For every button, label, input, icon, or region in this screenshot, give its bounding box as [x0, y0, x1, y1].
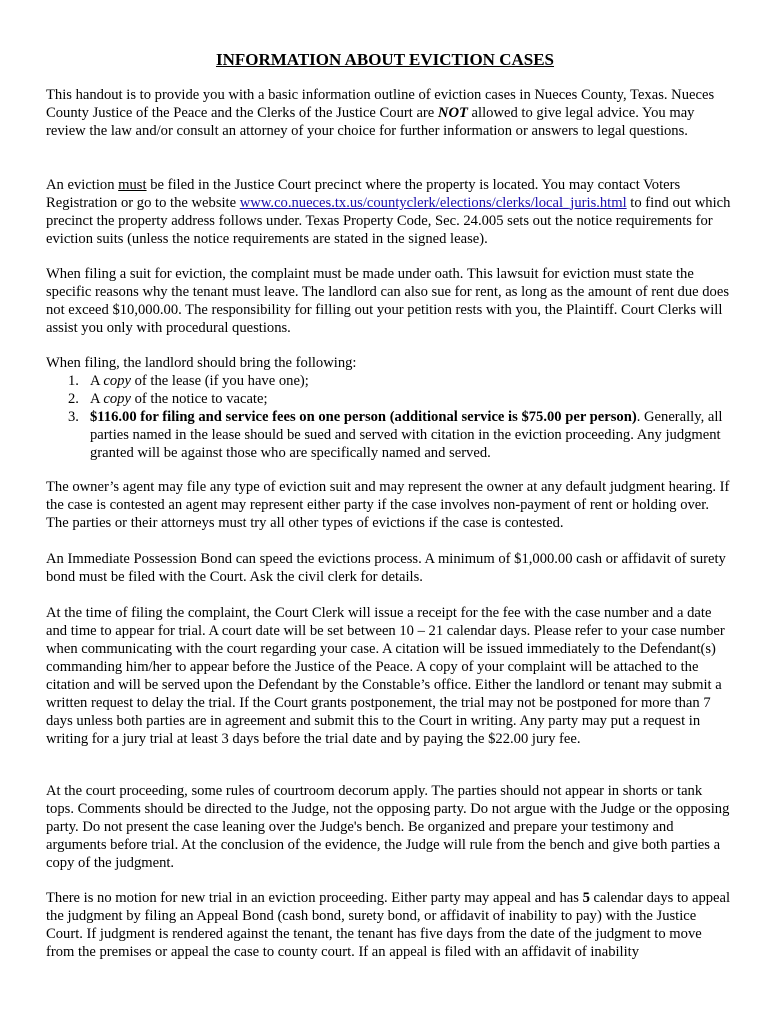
- list-number: 3.: [68, 409, 79, 425]
- agent-paragraph: The owner’s agent may file any type of eviction suit and may represent the owner at any default judgment hearing. If the case is contested an agent may represent either party if the case involves non-payment of rent or holding over. The parties or their attorneys must try all other types of evictions if the case is contested.: [46, 479, 730, 531]
- list-item: [46, 390, 732, 408]
- list-item: [46, 408, 732, 462]
- list-text: of the lease (if you have one);: [130, 373, 309, 389]
- list-text: A: [90, 373, 104, 389]
- intro-text-2: allowed to give legal advice. You may review the law and/or consult an attorney of your choice for further information or answers to legal questions.: [46, 105, 695, 139]
- list-number: 1.: [68, 373, 79, 389]
- filing-paragraph: When filing a suit for eviction, the complaint must be made under oath. This lawsuit for eviction must state the specific reasons why the tenant must leave. The landlord can also sue for rent, as long as the amount of rent due does not exceed $10,000.00. The responsibility for filling out your petition rests with you, the Plaintiff. Court Clerks will assist you only with procedural questions.: [46, 266, 729, 336]
- appeal-days: 5: [582, 890, 590, 906]
- bond-paragraph: An Immediate Possession Bond can speed the evictions process. A minimum of $1,000.00 cash or affidavit of surety bond must be filed with the Court. Ask the civil clerk for details.: [46, 551, 726, 585]
- precinct-paragraph: [46, 176, 732, 248]
- list-text: . Generally, all parties named in the lease should be sued and served with citation in the eviction proceeding. Any judgment granted will be against those who are specifically named and served.: [90, 409, 723, 461]
- not-emphasis: NOT: [437, 105, 468, 121]
- list-number: 2.: [68, 391, 79, 407]
- list-emphasis: copy: [103, 391, 131, 407]
- appeal-text-1: There is no motion for new trial in an eviction proceeding. Either party may appeal and has: [46, 890, 583, 906]
- fees-bold: $116.00 for filing and service fees on one person (additional service is $75.00 per person): [90, 409, 637, 425]
- appeal-paragraph: [46, 889, 732, 961]
- intro-text-1: This handout is to provide you with a basic information outline of eviction cases in Nueces County, Texas. Nueces County Justice of the Peace and the Clerks of the Justice Court are: [46, 87, 715, 121]
- precinct-text-3: to find out which precinct the property address follows under. Texas Property Code, Sec. 24.005 sets out the notice requirements for eviction suits (unless the notice requirements are stated in the signed lease).: [46, 195, 731, 247]
- jurisdiction-link[interactable]: www.co.nueces.tx.us/countyclerk/elections/clerks/local_juris.html: [239, 195, 627, 211]
- bring-list: [46, 372, 732, 462]
- precinct-text-2: be filed in the Justice Court precinct where the property is located. You may contact Voters Registration or go to the website: [46, 177, 681, 211]
- trial-paragraph: At the time of filing the complaint, the Court Clerk will issue a receipt for the fee with the case number and a date and time to appear for trial. A court date will be set between 10 – 21 calendar days. Please refer to your case number when communicating with the court regarding your case. A citation will be issued immediately to the Defendant(s) commanding him/her to appear before the Justice of the Peace. A copy of your complaint will be attached to the citation and will be served upon the Defendant by the Constable’s office. Either the landlord or tenant may submit a written request to delay the trial. If the Court grants postponement, the trial may not be postponed for more than 7 days unless both parties are in agreement and submit this to the Court in writing. Any party may put a request in writing for a jury trial at least 3 days before the trial date and by paying the $22.00 jury fee.: [46, 605, 725, 747]
- list-emphasis: copy: [103, 373, 131, 389]
- list-text: of the notice to vacate;: [130, 391, 268, 407]
- intro-paragraph: [46, 86, 732, 140]
- list-text: A: [90, 391, 104, 407]
- bring-intro: When filing, the landlord should bring the following:: [46, 355, 357, 371]
- appeal-text-2: calendar days to appeal the judgment by filing an Appeal Bond (cash bond, surety bond, or affidavit of inability to pay) with the Justice Court. If judgment is rendered against the tenant, the tenant has five days from the date of the judgment to move from the premises or appeal the case to county court. If an appeal is filed with an affidavit of inability: [46, 890, 731, 960]
- precinct-text-1: An eviction: [46, 177, 119, 193]
- decorum-paragraph: At the court proceeding, some rules of courtroom decorum apply. The parties should not appear in shorts or tank tops. Comments should be directed to the Judge, not the opposing party. Do not argue with the Judge or the opposing party. Do not present the case leaning over the Judge's bench. Be organized and prepare your testimony and arguments before trial. At the conclusion of the evidence, the Judge will rule from the bench and give both parties a copy of the judgment.: [46, 783, 730, 871]
- list-item: [46, 372, 732, 390]
- page-title: INFORMATION ABOUT EVICTION CASES: [215, 50, 555, 69]
- must-emphasis: must: [118, 177, 147, 193]
